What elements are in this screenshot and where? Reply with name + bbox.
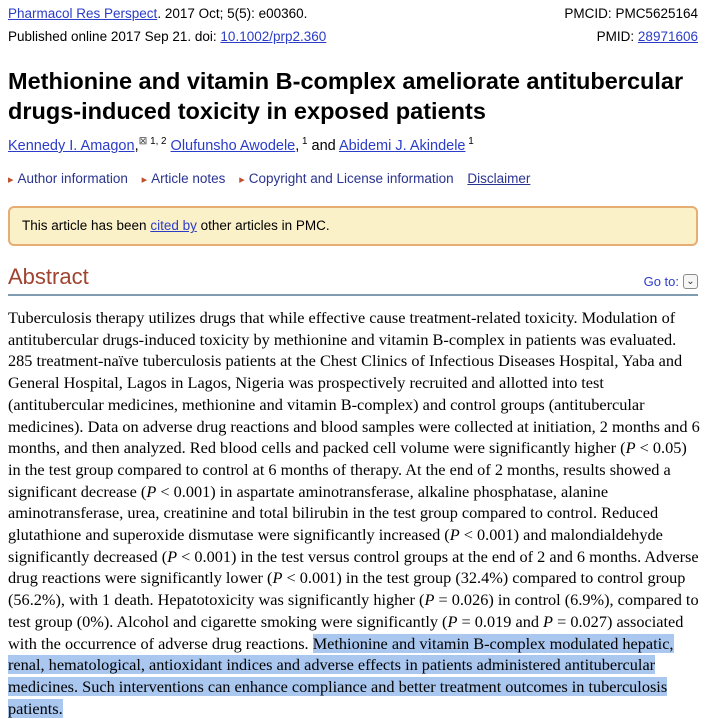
- corresponding-author-icon: ⊠: [138, 135, 148, 148]
- text-segment: 1: [465, 136, 474, 148]
- pmcid-value: PMC5625164: [615, 6, 698, 21]
- text-segment: P: [146, 481, 157, 501]
- text-segment: < 0.001) in the test group (32.4%) compared to control group (56.2%), with 1 death. Hepatotoxicity was significantly higher (: [8, 568, 686, 610]
- text-segment: P: [272, 568, 283, 588]
- cited-banner-text: other articles in PMC.: [196, 218, 330, 233]
- expand-arrow-icon: ▸: [8, 173, 14, 186]
- authors-line: [8, 137, 698, 155]
- pmid-label: PMID:: [596, 29, 638, 44]
- pmid: [597, 29, 698, 45]
- article-notes-label: Article notes: [151, 171, 226, 186]
- expand-arrow-icon: ▸: [239, 173, 245, 186]
- text-segment: P: [447, 611, 458, 631]
- text-segment: Tuberculosis therapy utilizes drugs that while effective cause treatment-related toxicity. Modulation of antitubercular drugs-induced toxicity by methionine and vitamin B-complex in patients was evaluated. 285 treatment-naïve tuberculosis patients at the Chest Clinics of Infectious Diseases Hospital, Yaba and General Hospital, Lagos in Lagos, Nigeria was prospectively recruited and allotted into test (antitubercular medicines, methionine and vitamin B-complex) and control groups (antitubercular medicines). Data on adverse drug reactions and blood samples were collected at initiation, 2 months and 6 months, and then analyzed. Red blood cells and packed cell volume were significantly higher (: [8, 308, 700, 458]
- pmcid: [564, 6, 698, 22]
- article-info-links: [8, 170, 698, 188]
- text-segment: = 0.019 and: [457, 611, 544, 631]
- text-segment: ,: [134, 138, 139, 154]
- author-information-toggle[interactable]: [8, 171, 128, 186]
- citation-text: . 2017 Oct; 5(5): e00360.: [157, 6, 308, 21]
- text-segment: = 0.026) in control (6.9%), compared to test group (0%). Alcohol and cigarette smoking were significantly (: [8, 590, 699, 631]
- article-title: Methionine and vitamin B-complex ameliorate antitubercular drugs-induced toxicity in exposed patients: [8, 68, 684, 124]
- journal-citation: [8, 6, 307, 22]
- author-link-kennedy-amagon[interactable]: Kennedy I. Amagon: [8, 138, 135, 154]
- author-link-olufunsho-awodele[interactable]: Olufunsho Awodele: [170, 138, 296, 154]
- article-notes-toggle[interactable]: [142, 171, 226, 186]
- published-line: [8, 29, 326, 45]
- disclaimer-link[interactable]: Disclaimer: [467, 171, 531, 186]
- goto-dropdown-icon[interactable]: ⌄: [683, 274, 698, 289]
- highlighted-text: Methionine and vitamin B-complex modulated hepatic, renal, hematological, antioxidant indices and adverse effects in patients administered antitubercular medicines. Such interventions can enhance compliance and better treatment outcomes in tuberculosis patients.: [8, 633, 674, 718]
- text-segment: < 0.001) and malondialdehyde significantly decreased (: [8, 525, 663, 566]
- abstract-header: [8, 265, 698, 296]
- cited-by-banner: [8, 206, 698, 246]
- text-segment: and: [307, 138, 339, 154]
- text-segment: < 0.001) in the test versus control groups at the end of 2 and 6 months. Adverse drug reactions were significantly lower (: [8, 546, 699, 588]
- text-segment: < 0.05) in the test group compared to control at 6 months of therapy. At the end of 2 months, results showed a significant decrease (: [8, 438, 687, 501]
- cited-banner-text: This article has been: [22, 218, 151, 233]
- text-segment: P: [625, 438, 636, 458]
- published-header-row: [8, 29, 698, 45]
- text-segment: P: [424, 590, 435, 610]
- copyright-license-label: Copyright and License information: [248, 171, 454, 186]
- text-segment: P: [167, 546, 178, 566]
- text-segment: 1, 2: [147, 136, 167, 148]
- abstract-text: [8, 307, 700, 719]
- text-segment: < 0.001) in aspartate aminotransferase, alkaline phosphatase, alanine aminotransferase, urea, creatinine and total bilirubin in the test group compared to control. Reduced glutathione and superoxide dismutase were significantly increased (: [8, 481, 659, 545]
- text-segment: = 0.027) associated with the occurrence of adverse drug reactions.: [8, 611, 684, 653]
- author-link-abidemi-akindele[interactable]: Abidemi J. Akindele: [338, 138, 466, 154]
- text-segment: ,: [295, 138, 300, 154]
- cited-by-link[interactable]: cited by: [150, 218, 197, 233]
- expand-arrow-icon: ▸: [141, 173, 148, 186]
- text-segment: P: [449, 525, 460, 545]
- abstract-heading: Abstract: [8, 264, 89, 289]
- citation-header-row: [8, 6, 698, 22]
- doi-link[interactable]: 10.1002/prp2.360: [220, 29, 327, 44]
- pmid-link[interactable]: 28971606: [637, 29, 698, 44]
- pmcid-label: PMCID:: [564, 6, 616, 21]
- goto-control[interactable]: [644, 274, 698, 289]
- text-segment: 1: [299, 136, 308, 148]
- copyright-license-toggle[interactable]: [239, 171, 453, 186]
- journal-link[interactable]: Pharmacol Res Perspect: [8, 6, 158, 21]
- goto-label: Go to:: [643, 274, 679, 289]
- text-segment: P: [543, 611, 553, 631]
- published-text: Published online 2017 Sep 21. doi:: [8, 29, 221, 44]
- author-information-label: Author information: [17, 171, 128, 186]
